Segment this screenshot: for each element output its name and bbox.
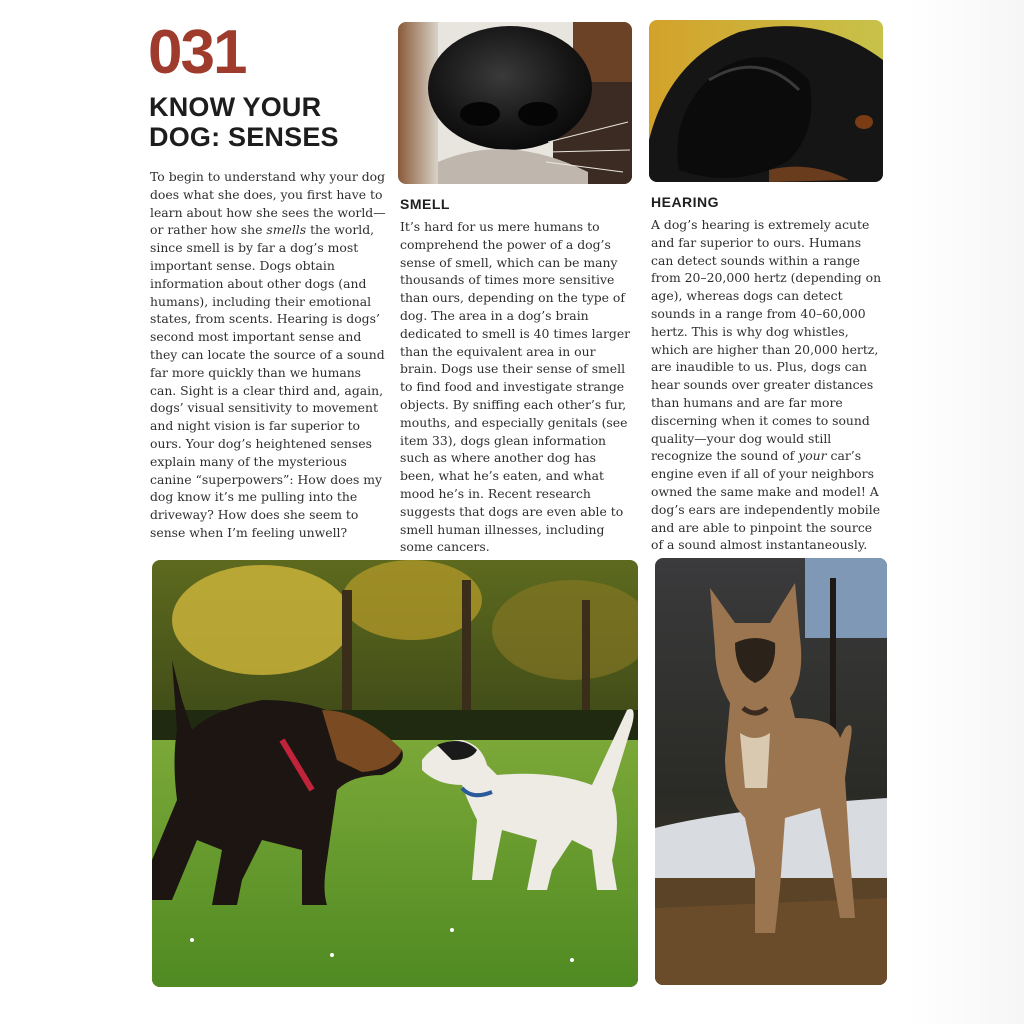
intro-paragraph (150, 168, 386, 542)
smell-paragraph: It’s hard for us mere humans to comprehend the power of a dog’s sense of smell, which can be many thousands of times more sensitive than ours, depending on the type of dog. The area in a dog’s brain dedicated to smell is 40 times larger than the equivalent area in our brain. Dogs use their sense of smell to find food and investigate strange objects. By sniffing each other’s fur, mouths, and especially genitals (see item 33), dogs glean information such as where another dog has been, what he’s eaten, and what mood he’s in. Recent research suggests that dogs are even able to smell human illnesses, including some cancers. (400, 219, 631, 555)
hearing-paragraph (651, 216, 883, 554)
hearing-heading: HEARING (651, 194, 720, 210)
page-edge-shadow (906, 0, 1024, 1024)
page-title-line-1: KNOW YOUR (149, 92, 322, 122)
hearing-italic-word: your (798, 448, 827, 464)
two-dogs-park-photo (152, 560, 638, 987)
hearing-text-part-1: A dog’s hearing is extremely acute and far superior to ours. Humans can detect sounds within a range from 20–20,000 hertz (depending on age), whereas dogs can detect sounds in a range from 40–60,000 hertz. This is why dog whistles, which are higher than 20,000 hertz, are inaudible to us. Plus, dogs can hear sounds over greater distances than humans and are far more discerning when it comes to sound quality—your dog would still recognize the sound of (651, 217, 882, 464)
puppy-photo (655, 558, 887, 985)
dog-nose-photo (398, 22, 632, 184)
intro-italic-word: smells (266, 222, 307, 238)
dog-ear-photo (649, 20, 883, 182)
intro-text-part-1: To begin to understand why your dog does what she does, you first have to learn about how she sees the world—or rather how she (150, 169, 386, 238)
smell-heading: SMELL (400, 196, 450, 212)
hearing-text-part-2: car’s engine even if all of your neighbors owned the same make and model! A dog’s ears are independently mobile and are able to pinpoint the source of a sound almost instantaneously. (651, 448, 881, 553)
intro-text-part-2: the world, since smell is by far a dog’s most important sense. Dogs obtain information about other dogs (and humans), including their emotional states, from scents. Hearing is dogs’ second most important sense and they can locate the source of a sound far more quickly than we humans can. Sight is a clear third and, again, dogs’ visual sensitivity to movement and night vision is far superior to ours. Your dog’s heightened senses explain many of the mysterious canine “superpowers”: How does my dog know it’s me pulling into the driveway? How does she seem to sense when I’m feeling unwell? (150, 222, 385, 540)
item-number: 031 (148, 18, 246, 87)
page-title (149, 92, 389, 152)
page-title-line-2: DOG: SENSES (149, 122, 339, 152)
